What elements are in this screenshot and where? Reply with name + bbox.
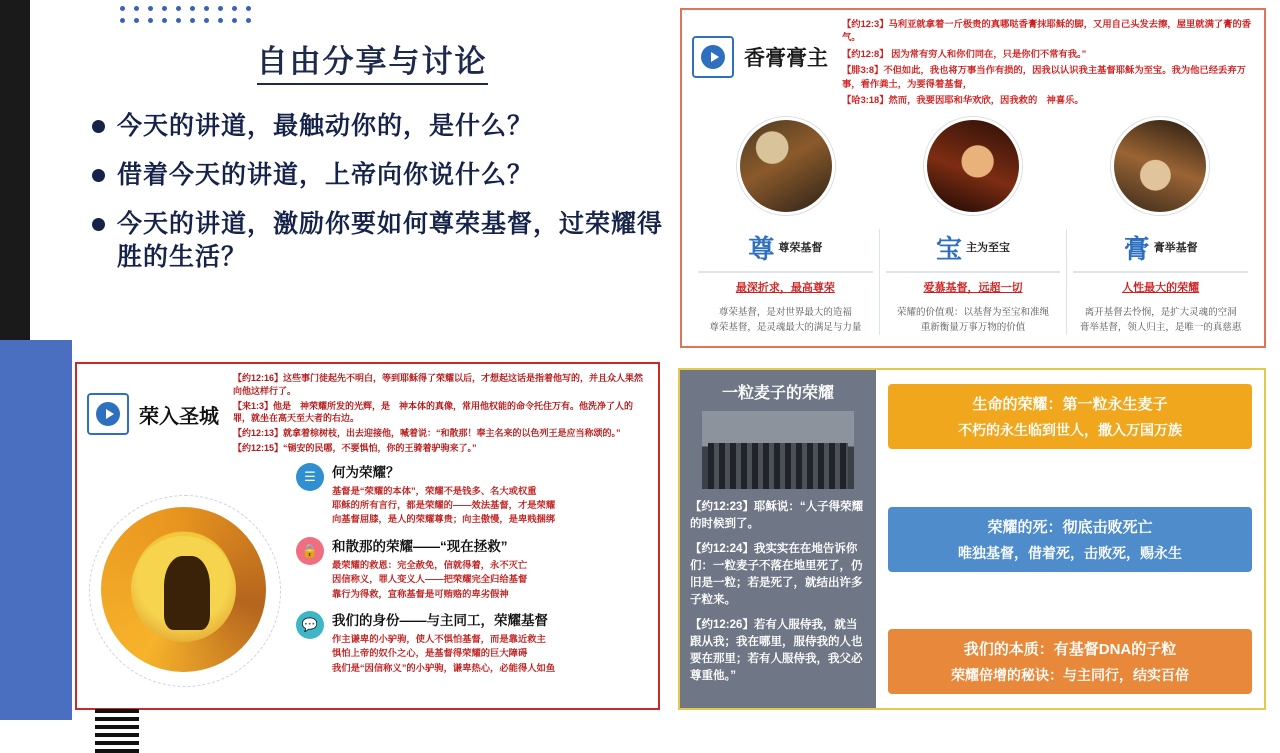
left-blue-bar xyxy=(0,340,72,720)
column-note: 离开基督去怜悯，是扩大灵魂的空洞 xyxy=(1084,306,1237,318)
bullet-list xyxy=(92,110,672,290)
artwork-thumbnail xyxy=(737,117,835,215)
dot-grid-decoration xyxy=(120,6,256,32)
verse-line: 【约12:3】马利亚就拿着一斤极贵的真哪哒香膏抹耶稣的脚，又用自己头发去擦，屋里就满了膏的香气。 xyxy=(842,19,1252,43)
block-line: 惧怕上帝的奴仆之心，是基督得荣耀的巨大障碍 xyxy=(332,648,528,659)
column-highlight: 人性最大的荣耀 xyxy=(1122,281,1200,294)
panel-title: 荣入圣城 xyxy=(139,405,219,428)
divider xyxy=(1073,271,1248,273)
main-slide xyxy=(72,0,672,340)
panel-right-column xyxy=(876,370,1264,708)
verse-block xyxy=(842,18,1254,111)
column-subtitle: 主为至宝 xyxy=(966,242,1011,255)
column-note: 尊荣基督，是对世界最大的造福 xyxy=(718,306,852,318)
column-highlight: 最深折求，最高尊荣 xyxy=(735,281,835,294)
qr-code[interactable] xyxy=(95,709,139,753)
highlight-card xyxy=(888,384,1252,449)
panel-left-column xyxy=(680,370,876,708)
list-item xyxy=(92,208,672,274)
block-title: 和散那的荣耀——“现在拯救” xyxy=(332,538,508,554)
column-note: 膏举基督，领人归主，是唯一的真慈惠 xyxy=(1079,322,1242,333)
lock-icon: 🔒 xyxy=(296,537,324,565)
artwork-thumbnail xyxy=(1111,117,1209,215)
content-block xyxy=(296,461,648,527)
chat-icon: 💬 xyxy=(296,611,324,639)
crowd-photo xyxy=(702,411,854,489)
bullet-dot-icon xyxy=(92,169,105,182)
verse-line: 【约12:8】 因为常有穷人和你们同在，只是你们不常有我。” xyxy=(842,48,1087,59)
column-note: 重新衡量万事万物的价值 xyxy=(920,322,1026,333)
column-note: 尊荣基督，是灵魂最大的满足与力量 xyxy=(709,322,862,333)
summary-column xyxy=(692,229,880,335)
divider xyxy=(886,271,1061,273)
play-button[interactable] xyxy=(87,393,129,435)
page-title xyxy=(72,36,672,81)
card-detail: 不朽的永生临到世人，撒入万国万族 xyxy=(958,422,1182,438)
card-detail: 荣耀倍增的秘诀：与主同行，结实百倍 xyxy=(951,667,1189,683)
illustration-area xyxy=(87,461,292,684)
layers-icon: ☰ xyxy=(296,463,324,491)
column-subtitle: 尊荣基督 xyxy=(778,242,823,255)
verse-block xyxy=(690,499,866,686)
image-row xyxy=(692,117,1254,215)
block-line: 我们是“因信称义”的小驴驹，谦卑热心，必能得人如鱼 xyxy=(332,662,556,673)
highlight-card xyxy=(888,507,1252,572)
column-highlight: 爱慕基督，远超一切 xyxy=(923,281,1023,294)
summary-column xyxy=(880,229,1068,335)
block-line: 最荣耀的救恩：完全赦免，信就得着，永不灭亡 xyxy=(332,559,528,570)
list-item xyxy=(92,159,672,192)
left-black-bar xyxy=(0,0,30,340)
verse-block xyxy=(233,372,648,457)
panel-rongru-shengcheng xyxy=(75,362,660,710)
panel-body xyxy=(87,461,648,684)
panel-header xyxy=(87,372,648,457)
block-line: 向基督屈膝，是人的荣耀尊贵；向主傲慢，是卑贱捆绑 xyxy=(332,514,556,525)
verse-line: 【来1:3】他是 神荣耀所发的光辉，是 神本体的真像，常用他权能的命令托住万有。他洗净了人的罪，就坐在高天至大者的右边。 xyxy=(233,400,634,424)
donkey-illustration xyxy=(101,507,266,672)
panel-title: 一粒麦子的荣耀 xyxy=(721,385,834,402)
verse-line: 【哈3:18】然而，我要因耶和华欢欣，因我救的 神喜乐。 xyxy=(842,95,1084,106)
verse-line: 【约12:13】就拿着棕树枝，出去迎接他，喊着说：“和散那！奉主名来的以色列王是应当称颂的。” xyxy=(233,428,621,439)
verse-line: 【腓3:8】不但如此，我也将万事当作有损的，因我以认识我主基督耶稣为至宝。我为他已经丢弃万事，看作粪土，为要得着基督， xyxy=(842,65,1246,89)
block-line: 因信称义，罪人变义人——把荣耀完全归给基督 xyxy=(332,574,528,585)
list-item xyxy=(92,110,672,143)
column-note: 荣耀的价值观：以基督为至宝和准绳 xyxy=(897,306,1050,318)
list-item-text: 借着今天的讲道，上帝向你说什么？ xyxy=(117,161,534,189)
block-title: 我们的身份——与主同工，荣耀基督 xyxy=(332,613,548,629)
play-icon xyxy=(701,45,725,69)
block-line: 耶稣的所有言行，都是荣耀的——效法基督，才是荣耀 xyxy=(332,500,556,510)
content-block xyxy=(296,609,648,675)
block-line: 靠行为得救，宣称基督是可贿赂的卑劣假神 xyxy=(332,588,509,599)
verse-line: 【约12:24】我实实在在地告诉你们：一粒麦子不落在地里死了，仍旧是一粒；若是死了，就结出许多子粒来。 xyxy=(690,542,863,607)
block-title: 何为荣耀？ xyxy=(332,464,400,480)
card-detail: 唯独基督，借着死，击败死，赐永生 xyxy=(958,544,1182,561)
verse-line: 【约12:16】这些事门徒起先不明白，等到耶稣得了荣耀以后，才想起这话是指着他写的，并且众人果然向他这样行了。 xyxy=(233,373,644,396)
card-title: 荣耀的死：彻底击败死亡 xyxy=(987,518,1153,536)
column-big-char: 宝 xyxy=(936,233,963,264)
panel-yili-maizi xyxy=(678,368,1266,710)
column-big-char: 尊 xyxy=(748,233,775,264)
artwork-thumbnail xyxy=(924,117,1022,215)
card-title: 生命的荣耀：第一粒永生麦子 xyxy=(972,396,1168,413)
panel-xianggao-gaozhu xyxy=(680,8,1266,348)
three-column-summary xyxy=(692,229,1254,335)
list-item-text: 今天的讲道，最触动你的，是什么？ xyxy=(117,112,534,140)
divider xyxy=(698,271,873,273)
card-title: 我们的本质：有基督DNA的子粒 xyxy=(963,641,1177,658)
panel-title: 香膏膏主 xyxy=(744,47,828,70)
column-big-char: 膏 xyxy=(1123,233,1150,264)
verse-line: 【约12:23】耶稣说：“人子得荣耀的时候到了。 xyxy=(690,501,864,531)
content-block xyxy=(296,535,648,601)
play-button[interactable] xyxy=(692,36,734,78)
list-item-text: 今天的讲道，激励你要如何尊荣基督，过荣耀得胜的生活？ xyxy=(117,210,664,271)
bullet-dot-icon xyxy=(92,120,105,133)
column-subtitle: 膏举基督 xyxy=(1153,242,1198,255)
panel-header xyxy=(692,18,1254,111)
bullet-dot-icon xyxy=(92,218,105,231)
content-blocks xyxy=(292,461,648,684)
verse-line: 【约12:26】若有人服侍我，就当跟从我；我在哪里，服侍我的人也要在那里；若有人服侍我，我父必尊重他。” xyxy=(690,618,863,683)
summary-column xyxy=(1067,229,1254,335)
block-line: 作主谦卑的小驴驹，使人不惧怕基督，而是靠近救主 xyxy=(332,634,546,645)
highlight-card xyxy=(888,629,1252,694)
page-title-text: 自由分享与讨论 xyxy=(257,44,488,85)
block-line: 基督是“荣耀的本体”，荣耀不是钱多、名大或权重 xyxy=(332,485,537,496)
verse-line: 【约12:15】“锡安的民哪，不要惧怕，你的王骑着驴驹来了。” xyxy=(233,442,477,453)
play-icon xyxy=(96,402,120,426)
